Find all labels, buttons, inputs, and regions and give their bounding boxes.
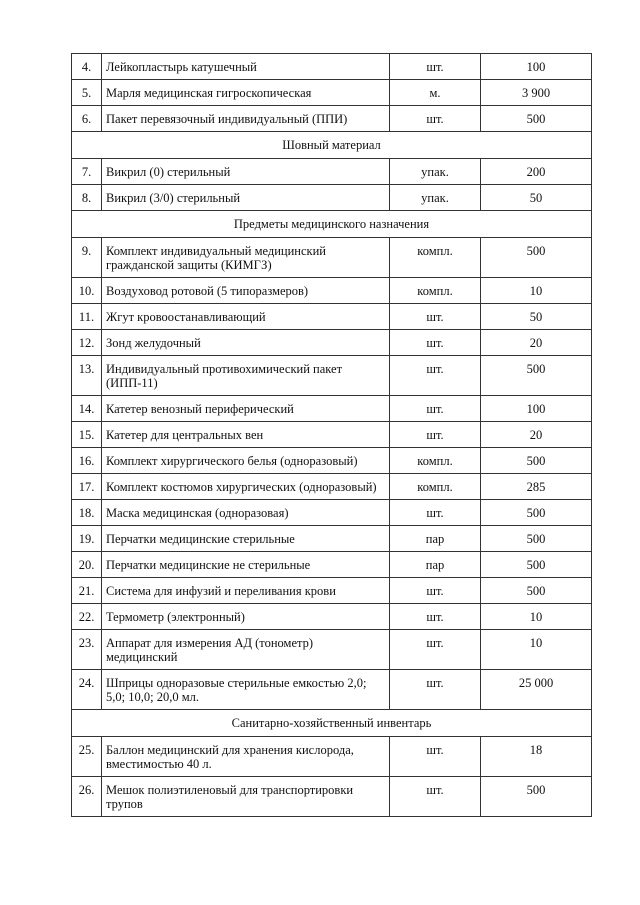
item-quantity: 18 xyxy=(481,737,592,777)
table-row xyxy=(72,670,592,710)
table-row xyxy=(72,737,592,777)
table-row xyxy=(72,578,592,604)
item-unit: шт. xyxy=(390,422,481,448)
item-unit: м. xyxy=(390,80,481,106)
item-number: 22. xyxy=(72,604,102,630)
item-number: 17. xyxy=(72,474,102,500)
item-unit: компл. xyxy=(390,278,481,304)
item-number: 16. xyxy=(72,448,102,474)
item-quantity: 500 xyxy=(481,106,592,132)
item-quantity: 10 xyxy=(481,604,592,630)
table-row xyxy=(72,630,592,670)
item-name: Шприцы одноразовые стерильные емкостью 2,0; 5,0; 10,0; 20,0 мл. xyxy=(102,670,390,710)
item-quantity: 100 xyxy=(481,54,592,80)
item-unit: упак. xyxy=(390,185,481,211)
item-number: 7. xyxy=(72,159,102,185)
item-number: 4. xyxy=(72,54,102,80)
table-row xyxy=(72,356,592,396)
table-row xyxy=(72,238,592,278)
item-name: Зонд желудочный xyxy=(102,330,390,356)
section-title: Предметы медицинского назначения xyxy=(72,211,592,238)
item-number: 26. xyxy=(72,777,102,817)
item-quantity: 500 xyxy=(481,526,592,552)
item-unit: шт. xyxy=(390,356,481,396)
item-unit: шт. xyxy=(390,670,481,710)
item-number: 14. xyxy=(72,396,102,422)
item-number: 13. xyxy=(72,356,102,396)
table-row xyxy=(72,80,592,106)
section-title: Шовный материал xyxy=(72,132,592,159)
table-row xyxy=(72,422,592,448)
item-number: 9. xyxy=(72,238,102,278)
item-name: Марля медицинская гигроскопическая xyxy=(102,80,390,106)
item-number: 18. xyxy=(72,500,102,526)
item-quantity: 500 xyxy=(481,777,592,817)
table-row xyxy=(72,552,592,578)
item-quantity: 50 xyxy=(481,304,592,330)
item-quantity: 100 xyxy=(481,396,592,422)
item-name: Комплект индивидуальный медицинский гражданской защиты (КИМГЗ) xyxy=(102,238,390,278)
item-number: 25. xyxy=(72,737,102,777)
item-name: Термометр (электронный) xyxy=(102,604,390,630)
table-body xyxy=(72,54,592,817)
supply-table xyxy=(71,53,592,817)
item-name: Катетер для центральных вен xyxy=(102,422,390,448)
item-name: Катетер венозный периферический xyxy=(102,396,390,422)
table-row xyxy=(72,474,592,500)
item-unit: шт. xyxy=(390,54,481,80)
item-unit: шт. xyxy=(390,578,481,604)
item-name: Аппарат для измерения АД (тонометр) медицинский xyxy=(102,630,390,670)
table-row xyxy=(72,396,592,422)
item-unit: шт. xyxy=(390,396,481,422)
item-quantity: 25 000 xyxy=(481,670,592,710)
item-name: Перчатки медицинские не стерильные xyxy=(102,552,390,578)
table-row xyxy=(72,54,592,80)
item-quantity: 500 xyxy=(481,552,592,578)
item-unit: компл. xyxy=(390,474,481,500)
item-number: 20. xyxy=(72,552,102,578)
item-name: Перчатки медицинские стерильные xyxy=(102,526,390,552)
item-quantity: 20 xyxy=(481,330,592,356)
item-unit: пар xyxy=(390,552,481,578)
item-number: 23. xyxy=(72,630,102,670)
item-number: 12. xyxy=(72,330,102,356)
item-name: Викрил (0) стерильный xyxy=(102,159,390,185)
item-name: Воздуховод ротовой (5 типоразмеров) xyxy=(102,278,390,304)
item-quantity: 500 xyxy=(481,238,592,278)
item-quantity: 20 xyxy=(481,422,592,448)
item-name: Комплект хирургического белья (одноразовый) xyxy=(102,448,390,474)
item-unit: шт. xyxy=(390,777,481,817)
item-unit: шт. xyxy=(390,604,481,630)
item-number: 6. xyxy=(72,106,102,132)
item-quantity: 285 xyxy=(481,474,592,500)
table-row xyxy=(72,604,592,630)
item-number: 19. xyxy=(72,526,102,552)
item-name: Маска медицинская (одноразовая) xyxy=(102,500,390,526)
item-unit: шт. xyxy=(390,106,481,132)
item-quantity: 10 xyxy=(481,278,592,304)
item-quantity: 500 xyxy=(481,500,592,526)
table-row xyxy=(72,106,592,132)
item-quantity: 500 xyxy=(481,448,592,474)
item-number: 8. xyxy=(72,185,102,211)
item-name: Мешок полиэтиленовый для транспортировки трупов xyxy=(102,777,390,817)
table-row xyxy=(72,448,592,474)
item-unit: шт. xyxy=(390,630,481,670)
item-name: Комплект костюмов хирургических (одноразовый) xyxy=(102,474,390,500)
item-name: Пакет перевязочный индивидуальный (ППИ) xyxy=(102,106,390,132)
item-name: Система для инфузий и переливания крови xyxy=(102,578,390,604)
item-unit: шт. xyxy=(390,304,481,330)
item-quantity: 3 900 xyxy=(481,80,592,106)
item-quantity: 500 xyxy=(481,578,592,604)
item-quantity: 10 xyxy=(481,630,592,670)
item-name: Жгут кровоостанавливающий xyxy=(102,304,390,330)
item-name: Лейкопластырь катушечный xyxy=(102,54,390,80)
item-name: Баллон медицинский для хранения кислорода, вместимостью 40 л. xyxy=(102,737,390,777)
item-name: Викрил (3/0) стерильный xyxy=(102,185,390,211)
item-number: 24. xyxy=(72,670,102,710)
item-quantity: 200 xyxy=(481,159,592,185)
item-unit: упак. xyxy=(390,159,481,185)
table-row xyxy=(72,278,592,304)
item-unit: пар xyxy=(390,526,481,552)
item-number: 21. xyxy=(72,578,102,604)
item-number: 10. xyxy=(72,278,102,304)
table-row xyxy=(72,526,592,552)
table-row xyxy=(72,304,592,330)
section-header-row xyxy=(72,132,592,159)
item-unit: компл. xyxy=(390,238,481,278)
item-number: 15. xyxy=(72,422,102,448)
table-row xyxy=(72,185,592,211)
section-header-row xyxy=(72,211,592,238)
item-unit: шт. xyxy=(390,737,481,777)
section-title: Санитарно-хозяйственный инвентарь xyxy=(72,710,592,737)
item-quantity: 50 xyxy=(481,185,592,211)
item-number: 11. xyxy=(72,304,102,330)
table-row xyxy=(72,330,592,356)
item-quantity: 500 xyxy=(481,356,592,396)
item-unit: шт. xyxy=(390,500,481,526)
item-name: Индивидуальный противохимический пакет (ИПП-11) xyxy=(102,356,390,396)
table-row xyxy=(72,777,592,817)
item-number: 5. xyxy=(72,80,102,106)
section-header-row xyxy=(72,710,592,737)
table-row xyxy=(72,500,592,526)
item-unit: компл. xyxy=(390,448,481,474)
table-row xyxy=(72,159,592,185)
item-unit: шт. xyxy=(390,330,481,356)
